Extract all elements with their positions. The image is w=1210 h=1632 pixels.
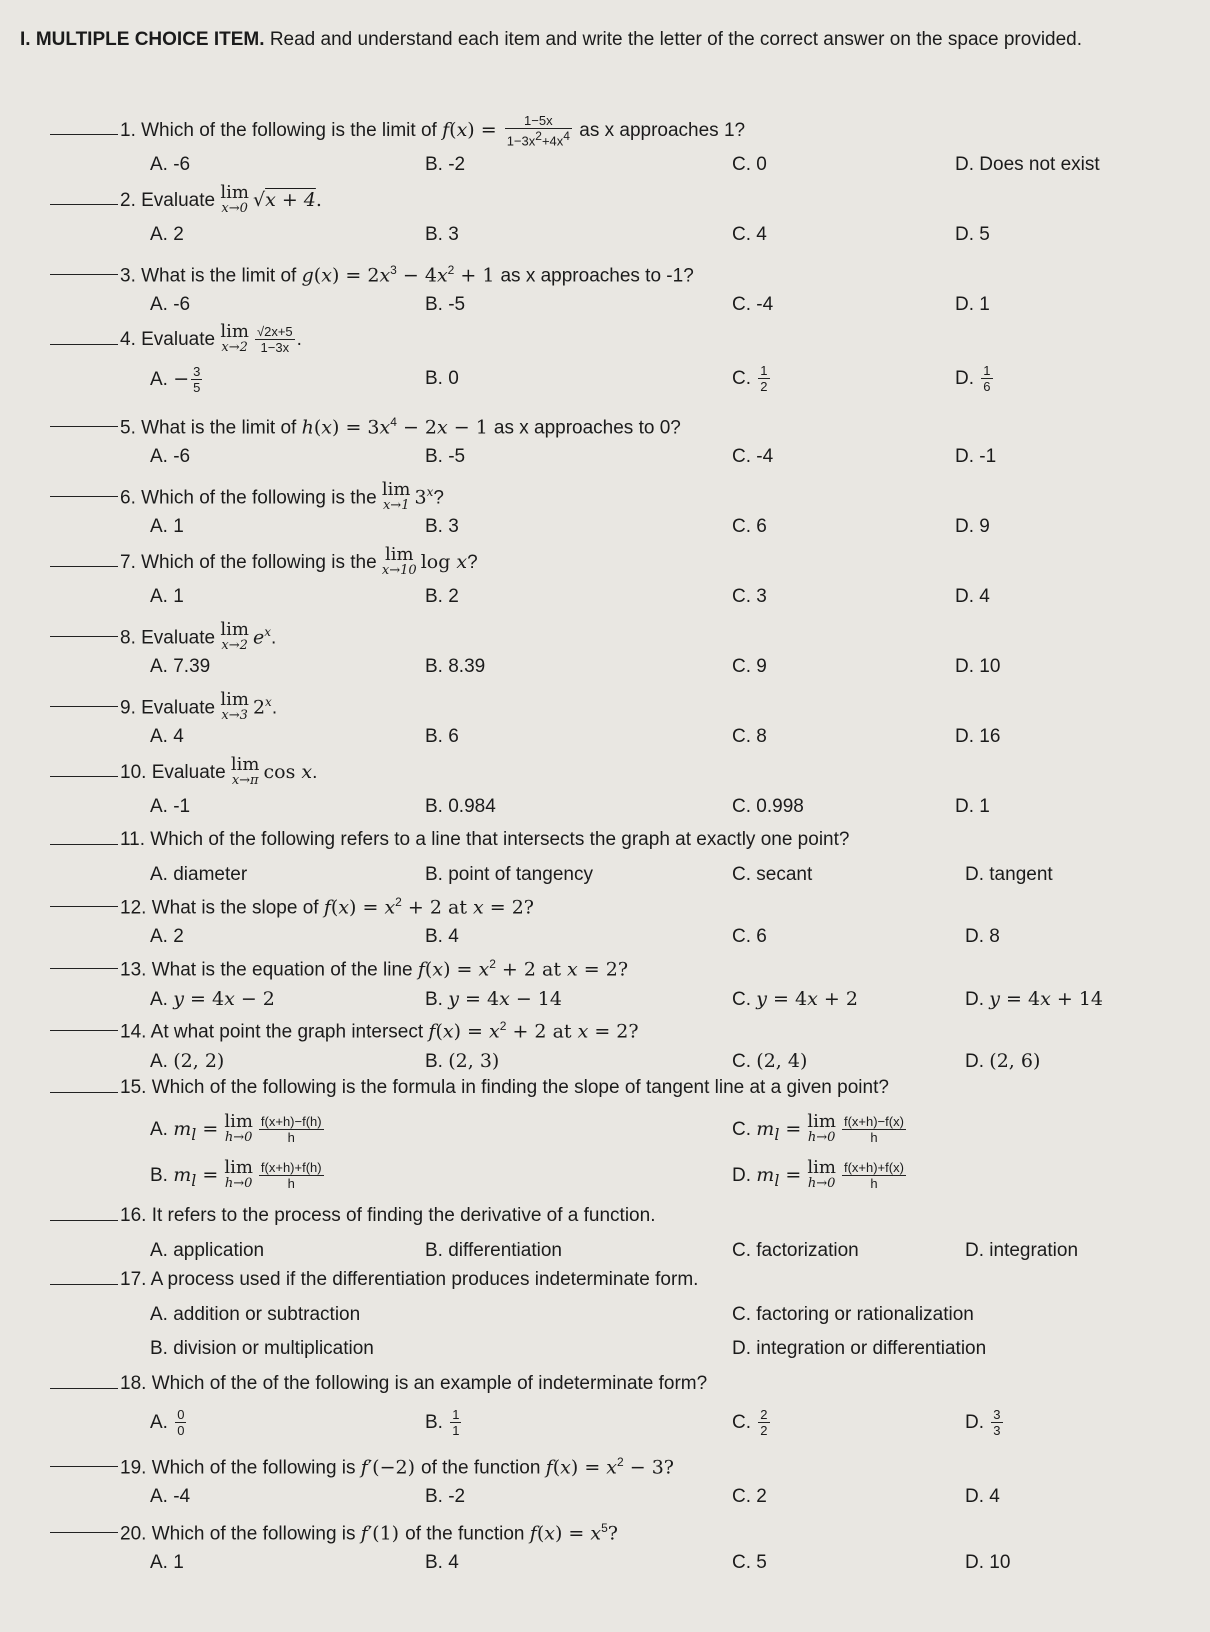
option-b: B. 4 bbox=[425, 926, 459, 947]
question-13: 13. What is the equation of the line $f(x) = x^2 + 2$ at x = 2? A. y = 4x − 2 B. y = 4x − 14 C. y = 4x + 2 D. y = 4x + 14 bbox=[0, 946, 1210, 1016]
answer-blank-3[interactable] bbox=[50, 274, 118, 275]
option-d: D. Does not exist bbox=[955, 154, 1100, 175]
option-a: A. − $\frac{3}{5}$ bbox=[150, 364, 201, 396]
question-text: 15. Which of the following is the formula in finding the slope of tangent line at a given point? bbox=[120, 1077, 889, 1098]
option-a: A. 4 bbox=[150, 726, 184, 747]
option-c: C. 0.998 bbox=[732, 796, 804, 817]
question-text: 4. Evaluate bbox=[120, 329, 216, 350]
question-15 bbox=[0, 1070, 1210, 1198]
answer-blank-4[interactable] bbox=[50, 344, 118, 345]
question-12: 12. What is the slope of $f(x) = x^2 + 2$ at x = 2? A. 2 B. 4 C. 6 D. 8 bbox=[0, 884, 1210, 954]
answer-blank-2[interactable] bbox=[50, 204, 118, 205]
answer-blank-6[interactable] bbox=[50, 496, 118, 497]
option-b: B. 3 bbox=[425, 224, 459, 245]
question-text: 6. Which of the following is the bbox=[120, 487, 377, 509]
option-d: D. 9 bbox=[955, 516, 990, 537]
option-d: D. 8 bbox=[965, 926, 1000, 947]
option-b: B. 8.39 bbox=[425, 656, 486, 677]
option-a: A. 1 bbox=[150, 586, 184, 607]
instructions bbox=[20, 22, 1180, 57]
answer-blank-13[interactable] bbox=[50, 968, 118, 969]
option-c: C. 2 bbox=[732, 1486, 767, 1507]
answer-blank-14[interactable] bbox=[50, 1030, 118, 1031]
question-text: 18. Which of the of the following is an example of indeterminate form? bbox=[120, 1373, 708, 1394]
option-c: C. $\frac{1}{2}$ bbox=[732, 363, 768, 395]
answer-blank-7[interactable] bbox=[50, 566, 118, 567]
question-7: 7. Which of the following is the lim x→10 log x? A. 1 B. 2 C. 3 D. 4 bbox=[0, 544, 1210, 614]
option-c: C. 8 bbox=[732, 726, 767, 747]
option-b: B. differentiation bbox=[425, 1240, 562, 1261]
option-b: B. division or multiplication bbox=[150, 1338, 374, 1359]
option-c: C. (2, 4) bbox=[732, 1050, 808, 1072]
question-14: 14. At what point the graph intersect $f(x) = x^2 + 2$ at x = 2? A. (2, 2) B. (2, 3) C. (2, 4) D. (2, 6) bbox=[0, 1008, 1210, 1078]
option-a: A. diameter bbox=[150, 864, 248, 885]
answer-blank-17[interactable] bbox=[50, 1284, 118, 1285]
option-b: B. 6 bbox=[425, 726, 459, 747]
question-17 bbox=[0, 1262, 1210, 1366]
option-b: B. $m_l$ = lim h→0 $\frac{f(x+h)+f(h)}{h}$ bbox=[150, 1156, 322, 1192]
question-16 bbox=[0, 1198, 1210, 1268]
answer-blank-10[interactable] bbox=[50, 776, 118, 777]
option-d: D. 1 bbox=[955, 796, 990, 817]
question-text: 8. Evaluate bbox=[120, 627, 216, 649]
option-c: C. 5 bbox=[732, 1552, 767, 1573]
option-d: D. integration or differentiation bbox=[732, 1338, 987, 1359]
question-11 bbox=[0, 822, 1210, 892]
question-text: 17. A process used if the differentiation produces indeterminate form. bbox=[120, 1269, 699, 1290]
option-a: A. y = 4x − 2 bbox=[150, 988, 275, 1010]
question-text: 19. Which of the following is bbox=[120, 1457, 356, 1479]
question-19: 19. Which of the following is f′(−2) of the function $f(x) = x^2 - 3$? A. -4 B. -2 C. 2 D. 4 bbox=[0, 1444, 1210, 1514]
option-b: B. -5 bbox=[425, 294, 466, 315]
question-text: 20. Which of the following is bbox=[120, 1523, 356, 1545]
answer-blank-11[interactable] bbox=[50, 844, 118, 845]
option-a: A. -1 bbox=[150, 796, 191, 817]
option-d: D. 5 bbox=[955, 224, 990, 245]
question-20: 20. Which of the following is f′(1) of the function $f(x) = x^5$? A. 1 B. 4 C. 5 D. 10 bbox=[0, 1510, 1210, 1580]
option-c: C. $m_l$ = lim h→0 $\frac{f(x+h)-f(x)}{h}$ bbox=[732, 1110, 904, 1146]
option-a: A. -4 bbox=[150, 1486, 191, 1507]
option-a: A. 2 bbox=[150, 926, 184, 947]
option-c: C. -4 bbox=[732, 294, 774, 315]
option-a: A. addition or subtraction bbox=[150, 1304, 361, 1325]
option-a: A. 1 bbox=[150, 1552, 184, 1573]
question-5: 5. What is the limit of $h(x) = 3x^4 - 2x - 1$ as x approaches to 0? A. -6 B. -5 C. -4 D. -1 bbox=[0, 404, 1210, 474]
answer-blank-1[interactable] bbox=[50, 134, 118, 135]
option-a: A. $m_l$ = lim h→0 $\frac{f(x+h)-f(h)}{h}$ bbox=[150, 1110, 322, 1146]
option-a: A. -6 bbox=[150, 294, 191, 315]
answer-blank-15[interactable] bbox=[50, 1092, 118, 1093]
option-b: B. (2, 3) bbox=[425, 1050, 500, 1072]
question-text: 7. Which of the following is the bbox=[120, 552, 377, 573]
option-d: D. 16 bbox=[955, 726, 1001, 747]
option-a: A. 2 bbox=[150, 224, 184, 245]
option-b: B. 4 bbox=[425, 1552, 459, 1573]
question-text: 14. At what point the graph intersect bbox=[120, 1021, 424, 1043]
question-text: 3. What is the limit of bbox=[120, 265, 297, 287]
question-text: 12. What is the slope of bbox=[120, 897, 319, 919]
answer-blank-8[interactable] bbox=[50, 636, 118, 637]
option-a: A. -6 bbox=[150, 154, 191, 175]
question-3: 3. What is the limit of $g(x) = 2x^3 - 4x^2 + 1$ as x approaches to -1? A. -6 B. -5 C. -4 D. 1 bbox=[0, 252, 1210, 322]
option-d: D. 10 bbox=[965, 1552, 1011, 1573]
answer-blank-12[interactable] bbox=[50, 906, 118, 907]
question-text: 5. What is the limit of bbox=[120, 417, 297, 439]
option-a: A. $\frac{0}{0}$ bbox=[150, 1407, 185, 1439]
option-c: C. secant bbox=[732, 864, 813, 885]
option-b: B. 3 bbox=[425, 516, 459, 537]
question-6: 6. Which of the following is the lim x→1 3$^x$? A. 1 B. 3 C. 6 D. 9 bbox=[0, 474, 1210, 544]
option-d: D. $\frac{3}{3}$ bbox=[965, 1407, 1001, 1439]
question-10: 10. Evaluate lim x→π cos x. A. -1 B. 0.984 C. 0.998 D. 1 bbox=[0, 754, 1210, 824]
question-1: 1. Which of the following is the limit of f(x) = $\frac{1-5x}{1-3x^2+4x^4}$ as x approaches 1? A. -6 B. -2 C. 0 D. Does not exist bbox=[0, 112, 1210, 182]
option-b: B. 0.984 bbox=[425, 796, 496, 817]
question-text: 1. Which of the following is the limit of bbox=[120, 120, 437, 141]
option-c: C. 0 bbox=[732, 154, 767, 175]
section-title: I. MULTIPLE CHOICE ITEM. bbox=[20, 29, 265, 50]
option-d: D. 10 bbox=[955, 656, 1001, 677]
option-c: C. factorization bbox=[732, 1240, 859, 1261]
option-c: C. factoring or rationalization bbox=[732, 1304, 974, 1325]
answer-blank-19[interactable] bbox=[50, 1466, 118, 1467]
option-a: A. 1 bbox=[150, 516, 184, 537]
question-text: 2. Evaluate bbox=[120, 190, 216, 211]
option-c: C. 3 bbox=[732, 586, 767, 607]
answer-blank-9[interactable] bbox=[50, 706, 118, 707]
option-c: C. $\frac{2}{2}$ bbox=[732, 1407, 768, 1439]
option-d: D. $m_l$ = lim h→0 $\frac{f(x+h)+f(x)}{h}$ bbox=[732, 1156, 904, 1192]
option-d: D. y = 4x + 14 bbox=[965, 988, 1104, 1010]
question-text: 9. Evaluate bbox=[120, 697, 216, 719]
option-d: D. -1 bbox=[955, 446, 997, 467]
answer-blank-5[interactable] bbox=[50, 426, 118, 427]
option-b: B. point of tangency bbox=[425, 864, 593, 885]
question-text: 16. It refers to the process of finding the derivative of a function. bbox=[120, 1205, 656, 1226]
option-c: C. 9 bbox=[732, 656, 767, 677]
option-d: D. tangent bbox=[965, 864, 1053, 885]
option-d: D. 4 bbox=[965, 1486, 1000, 1507]
option-b: B. -2 bbox=[425, 1486, 466, 1507]
question-text: 11. Which of the following refers to a line that intersects the graph at exactly one point? bbox=[120, 829, 850, 850]
option-d: D. (2, 6) bbox=[965, 1050, 1041, 1072]
question-text: 13. What is the equation of the line bbox=[120, 959, 413, 981]
answer-blank-20[interactable] bbox=[50, 1532, 118, 1533]
option-a: A. (2, 2) bbox=[150, 1050, 225, 1072]
question-2: 2. Evaluate lim x→0 √x + 4. A. 2 B. 3 C. 4 D. 5 bbox=[0, 182, 1210, 252]
question-18 bbox=[0, 1366, 1210, 1444]
question-8: 8. Evaluate lim x→2 $e^x$. A. 7.39 B. 8.39 C. 9 D. 10 bbox=[0, 614, 1210, 684]
option-c: C. 4 bbox=[732, 224, 767, 245]
option-d: D. $\frac{1}{6}$ bbox=[955, 363, 991, 395]
question-text: 10. Evaluate bbox=[120, 762, 226, 783]
option-b: B. 2 bbox=[425, 586, 459, 607]
question-9: 9. Evaluate lim x→3 2$^x$. A. 4 B. 6 C. 8 D. 16 bbox=[0, 684, 1210, 754]
option-c: C. 6 bbox=[732, 516, 767, 537]
option-c: C. 6 bbox=[732, 926, 767, 947]
option-b: B. -5 bbox=[425, 446, 466, 467]
option-d: D. 1 bbox=[955, 294, 990, 315]
option-b: B. 0 bbox=[425, 368, 459, 389]
question-4: 4. Evaluate lim x→2 $\frac{√2x+5}{1-3x}$ . A. − $\frac{3}{5}$ B. 0 C. $\frac{1}{2}$ D. $\frac{1}{6}$ bbox=[0, 322, 1210, 400]
answer-blank-16[interactable] bbox=[50, 1220, 118, 1221]
option-d: D. 4 bbox=[955, 586, 990, 607]
option-d: D. integration bbox=[965, 1240, 1079, 1261]
option-a: A. -6 bbox=[150, 446, 191, 467]
option-b: B. -2 bbox=[425, 154, 466, 175]
option-b: B. y = 4x − 14 bbox=[425, 988, 562, 1010]
option-a: A. 7.39 bbox=[150, 656, 211, 677]
option-c: C. y = 4x + 2 bbox=[732, 988, 858, 1010]
option-c: C. -4 bbox=[732, 446, 774, 467]
option-a: A. application bbox=[150, 1240, 265, 1261]
answer-blank-18[interactable] bbox=[50, 1388, 118, 1389]
instruction-text: Read and understand each item and write the letter of the correct answer on the space provided. bbox=[269, 29, 1083, 50]
option-b: B. $\frac{1}{1}$ bbox=[425, 1407, 460, 1439]
